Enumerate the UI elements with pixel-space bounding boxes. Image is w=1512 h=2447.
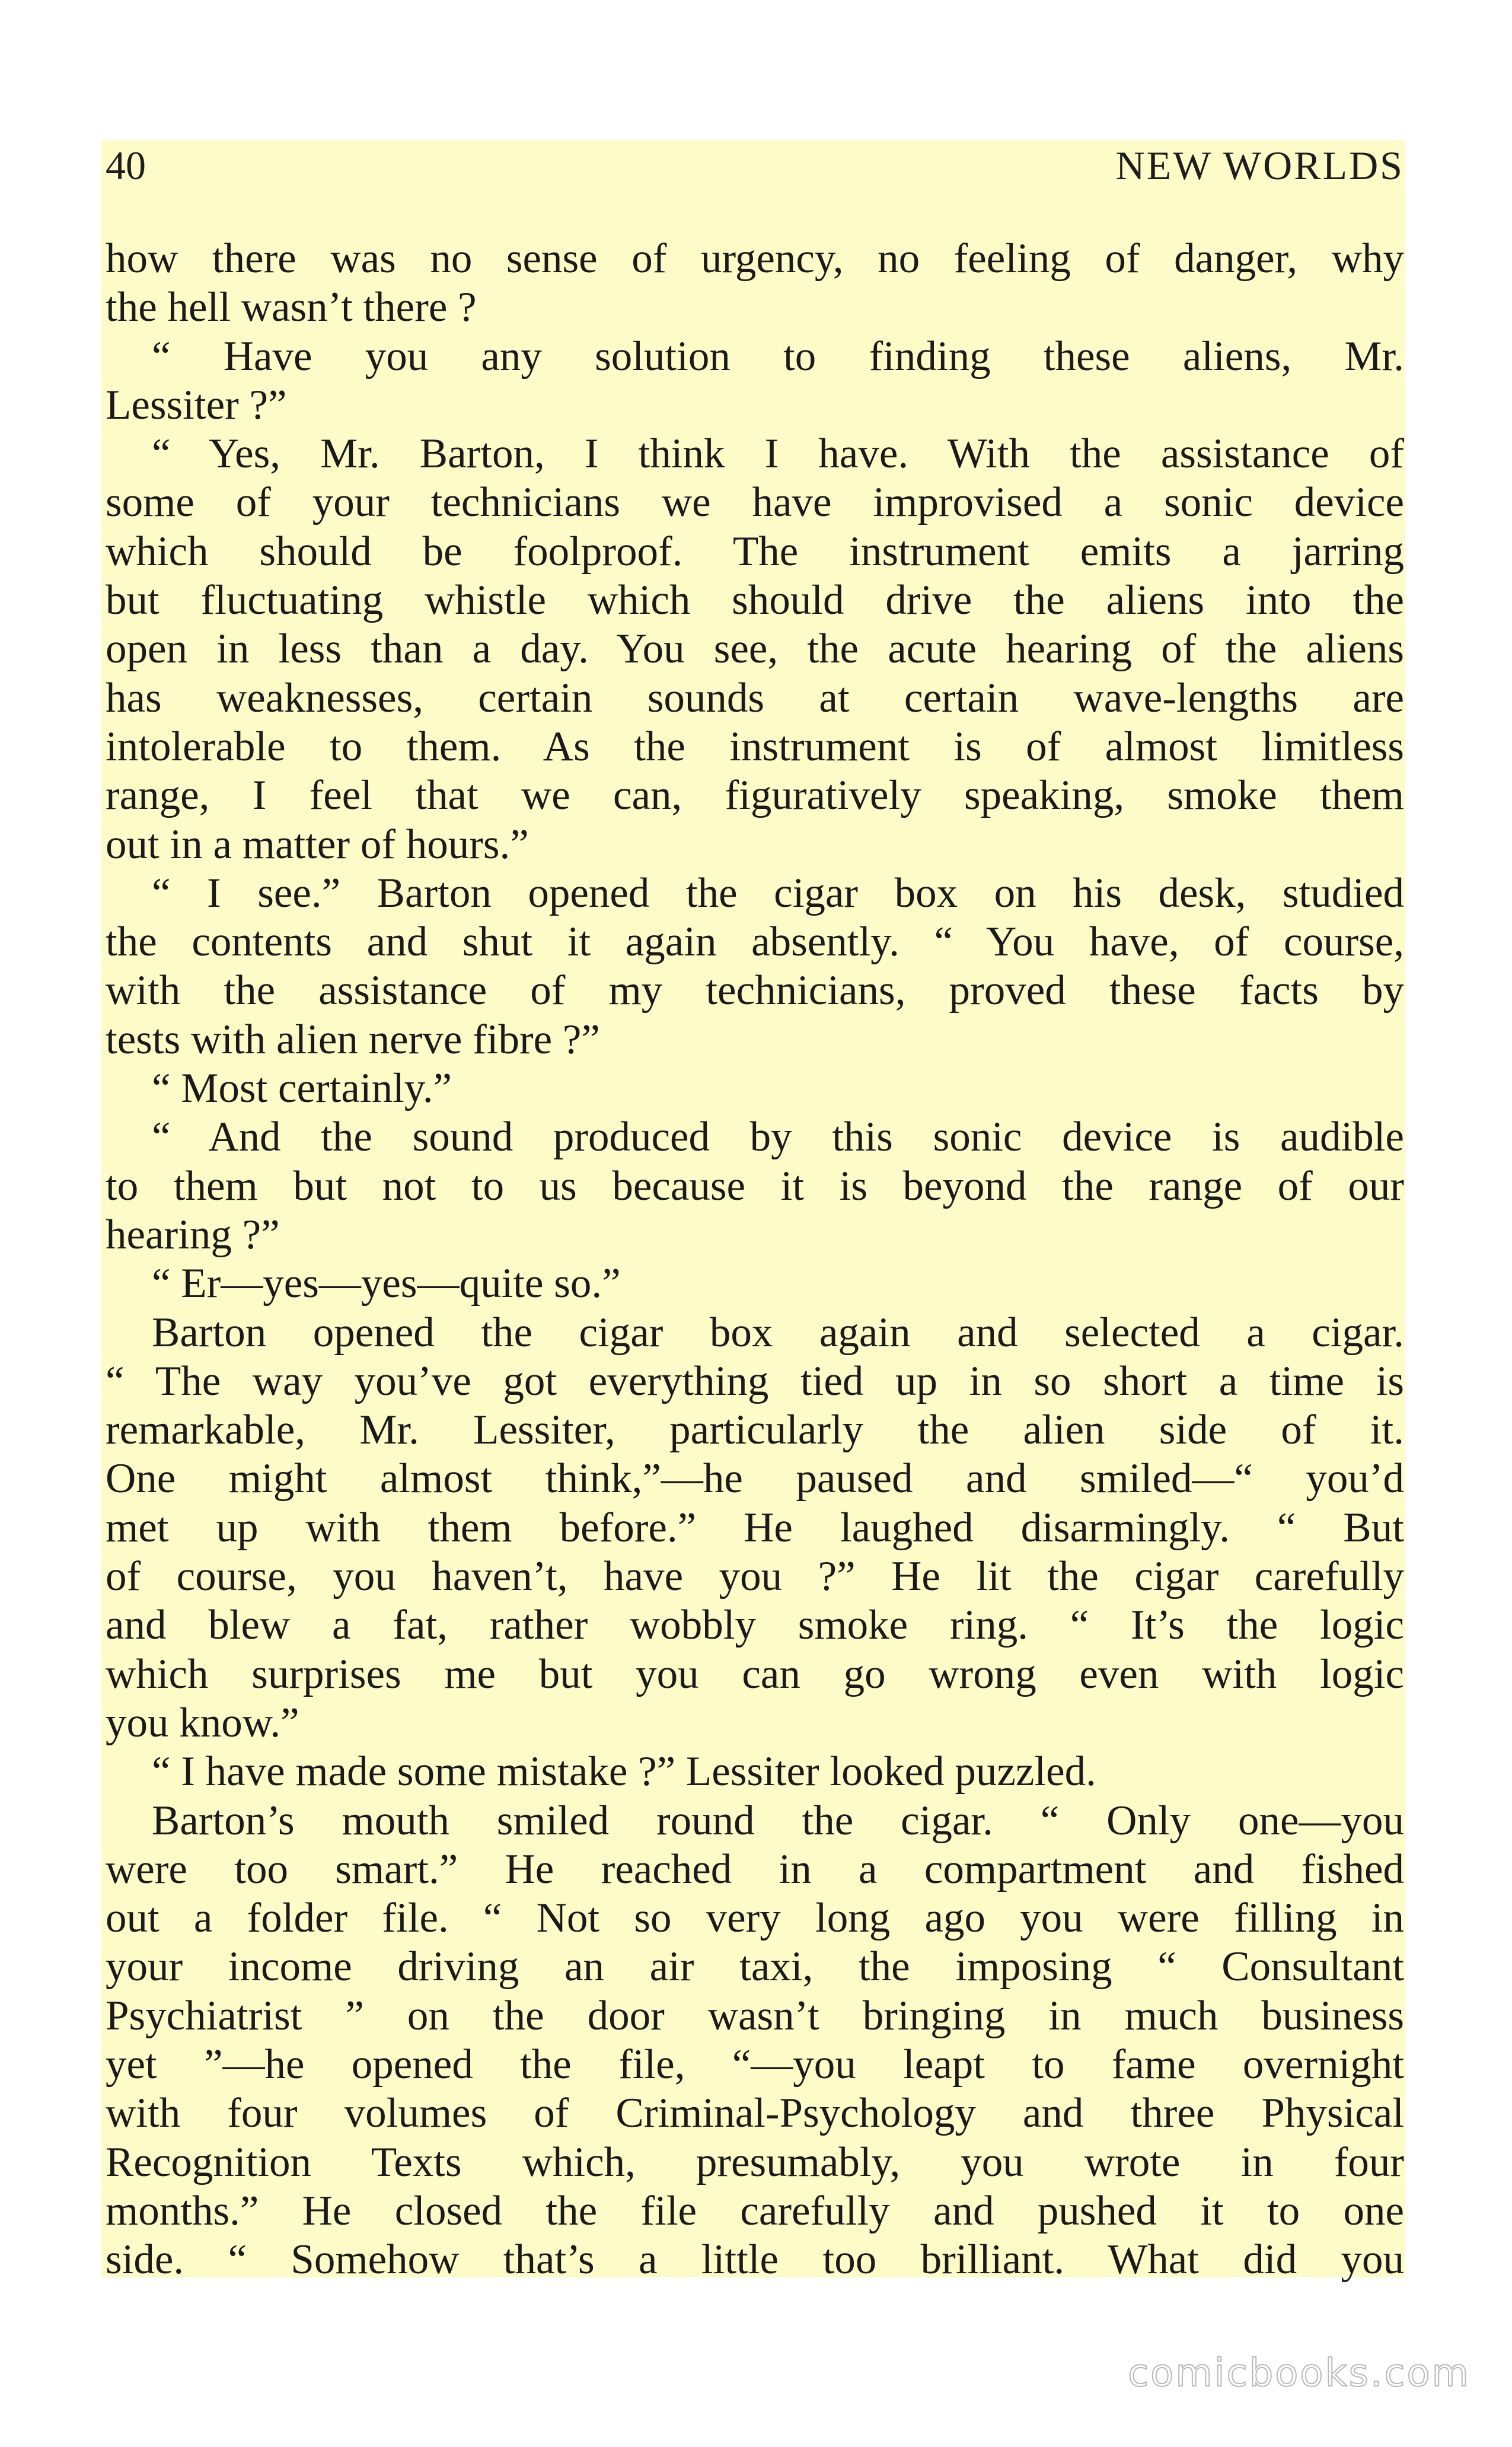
text-line: which surprises me but you can go wrong even with logic: [106, 1651, 1404, 1697]
text-line: hearing ?”: [106, 1211, 280, 1258]
text-line: of course, you haven’t, have you ?” He lit the cigar carefully: [106, 1553, 1404, 1600]
text-line: “ Most certainly.”: [152, 1065, 452, 1112]
text-line: which should be foolproof. The instrument emits a jarring: [106, 528, 1404, 575]
text-line: with four volumes of Criminal-Psychology and three Physical: [106, 2090, 1404, 2137]
watermark: comicbooks.com: [1127, 2352, 1470, 2395]
text-line: and blew a fat, rather wobbly smoke ring. “ It’s the logic: [106, 1602, 1404, 1649]
text-line: you know.”: [106, 1699, 299, 1746]
text-line: open in less than a day. You see, the acute hearing of the aliens: [106, 626, 1404, 673]
text-line: Psychiatrist ” on the door wasn’t bringing in much business: [106, 1992, 1404, 2039]
text-line: with the assistance of my technicians, proved these facts by: [106, 967, 1404, 1014]
text-line: tests with alien nerve fibre ?”: [106, 1016, 600, 1063]
text-line: yet ”—he opened the file, “—you leapt to fame overnight: [106, 2041, 1404, 2088]
text-line: how there was no sense of urgency, no feeling of danger, why: [106, 235, 1404, 282]
text-line: out a folder file. “ Not so very long ago you were filling in: [106, 1895, 1404, 1942]
text-line: “ Er—yes—yes—quite so.”: [152, 1260, 621, 1307]
text-line: “ The way you’ve got everything tied up in so short a time is: [106, 1358, 1404, 1404]
text-line: “ I have made some mistake ?” Lessiter looked puzzled.: [152, 1748, 1096, 1795]
text-line: side. “ Somehow that’s a little too brilliant. What did you: [106, 2236, 1404, 2283]
text-line: has weaknesses, certain sounds at certain wave-lengths are: [106, 674, 1404, 721]
text-line: range, I feel that we can, figuratively speaking, smoke them: [106, 772, 1404, 819]
text-line: Barton opened the cigar box again and selected a cigar.: [152, 1309, 1404, 1356]
text-line: Barton’s mouth smiled round the cigar. “ Only one—you: [152, 1797, 1404, 1844]
text-line: intolerable to them. As the instrument is of almost limitless: [106, 723, 1404, 770]
text-line: but fluctuating whistle which should drive the aliens into the: [106, 577, 1404, 624]
text-line: your income driving an air taxi, the imposing “ Consultant: [106, 1943, 1404, 1990]
text-line: met up with them before.” He laughed disarmingly. “ But: [106, 1504, 1404, 1551]
text-line: One might almost think,”—he paused and smiled—“ you’d: [106, 1455, 1404, 1502]
body-text: [106, 234, 1404, 2284]
text-line: were too smart.” He reached in a compartment and fished: [106, 1846, 1404, 1892]
text-line: some of your technicians we have improvised a sonic device: [106, 479, 1404, 526]
text-line: Recognition Texts which, presumably, you wrote in four: [106, 2139, 1404, 2185]
text-line: “ I see.” Barton opened the cigar box on his desk, studied: [152, 869, 1404, 916]
text-line: “ Yes, Mr. Barton, I think I have. With the assistance of: [152, 431, 1404, 477]
text-line: out in a matter of hours.”: [106, 821, 529, 868]
text-line: the contents and shut it again absently. “ You have, of course,: [106, 919, 1404, 966]
text-line: remarkable, Mr. Lessiter, particularly the alien side of it.: [106, 1407, 1404, 1454]
page-number: 40: [106, 143, 146, 188]
text-line: Lessiter ?”: [106, 381, 287, 428]
running-head: NEW WORLDS: [1115, 143, 1404, 188]
text-line: “ And the sound produced by this sonic device is audible: [152, 1114, 1404, 1161]
text-line: the hell wasn’t there ?: [106, 284, 477, 331]
text-line: “ Have you any solution to finding these aliens, Mr.: [152, 333, 1404, 380]
text-line: months.” He closed the file carefully and pushed it to one: [106, 2187, 1404, 2234]
page-header: [106, 139, 1404, 192]
text-line: to them but not to us because it is beyond the range of our: [106, 1162, 1404, 1209]
